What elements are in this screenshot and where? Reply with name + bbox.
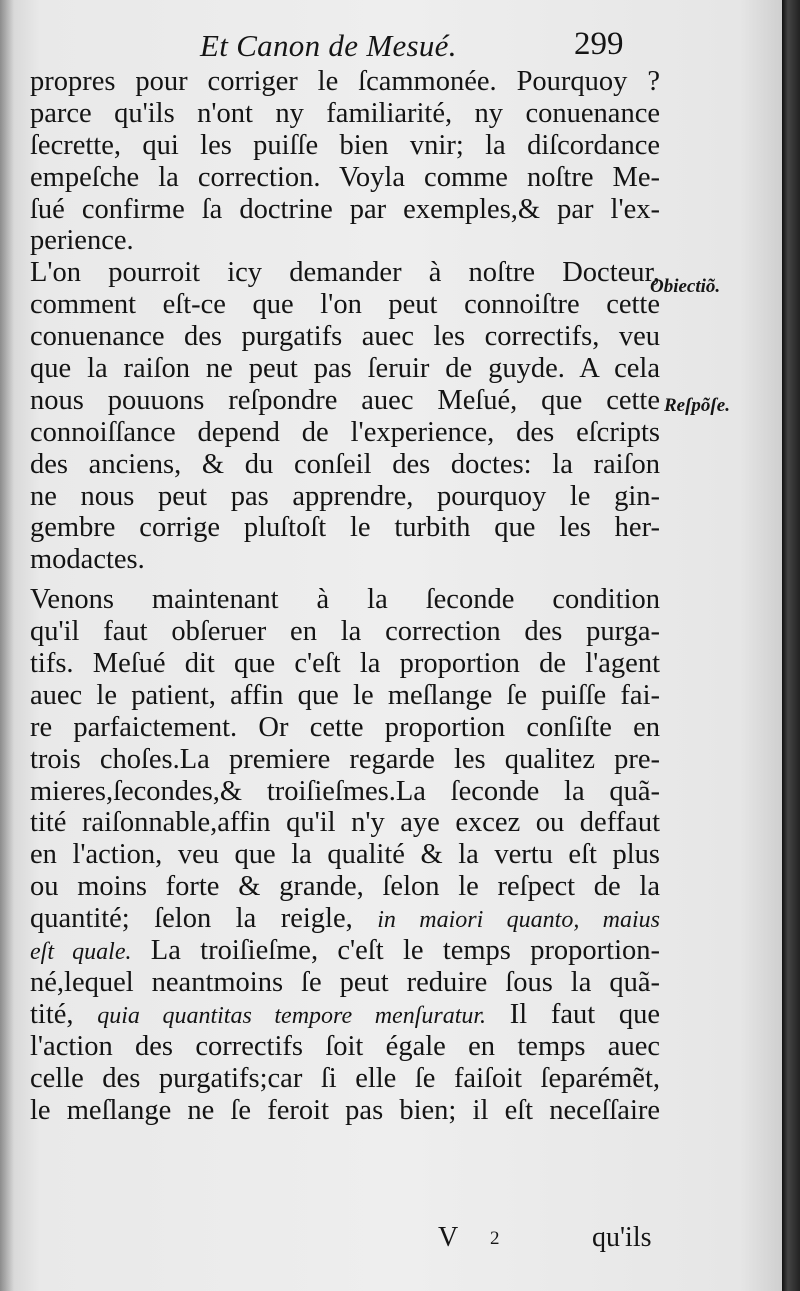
text-line <box>30 999 660 1031</box>
line-text: tité raiſonnable,affin qu'il n'y aye excez ou deffaut <box>30 807 660 839</box>
line-text: né,lequel neantmoins ſe peut reduire ſous la quã- <box>30 966 660 998</box>
line-text: en l'action, veu que la qualité & la vertu eſt plus <box>30 839 660 871</box>
text-line <box>30 449 660 481</box>
line-text: propres pour corriger le ſcammonée. Pourquoy ? <box>30 66 660 97</box>
line-text: tifs. Meſué dit que c'eſt la proportion de l'agent <box>30 648 660 680</box>
line-text: mieres,ſecondes,& troiſieſmes.La ſeconde la quã- <box>30 775 660 807</box>
line-text: Venons maintenant à la ſeconde condition <box>30 584 660 616</box>
text-line <box>30 225 660 257</box>
latin-phrase: quia quantitas tempore menſuratur. <box>97 1002 487 1029</box>
text-line <box>30 544 660 576</box>
text-line <box>30 616 660 648</box>
text-line <box>30 903 660 935</box>
line-text: que la raiſon ne peut pas ſeruir de guyde. A cela <box>30 353 660 385</box>
line-text-after: La troiſieſme, c'eſt le temps proportion- <box>150 935 660 967</box>
marginal-note-response: Reſpõſe. <box>664 395 730 416</box>
line-text: nous pouuons reſpondre auec Meſué, que cette <box>30 384 660 416</box>
text-line <box>30 744 660 776</box>
line-text: empeſche la correction. Voyla comme noſtre Me- <box>30 161 660 193</box>
page-footer <box>0 1222 782 1262</box>
text-line <box>30 162 660 194</box>
line-text: celle des purgatifs;car ſi elle ſe faiſoit ſeparémẽt, <box>30 1062 660 1094</box>
line-text: gembre corrige pluſtoſt le turbith que les her- <box>30 512 660 544</box>
text-line <box>30 776 660 808</box>
latin-phrase: in maiori quanto, maius <box>377 907 661 934</box>
text-line <box>30 967 660 999</box>
line-text: auec le patient, affin que le meſlange ſe puiſſe fai- <box>30 679 660 711</box>
signature-number: 2 <box>490 1228 500 1249</box>
body-text <box>30 66 660 1126</box>
line-text: re parfaictement. Or cette proportion conſiſte en <box>30 711 660 743</box>
line-text: des anciens, & du conſeil des doctes: la raiſon <box>30 448 660 480</box>
line-text: le meſlange ne ſe feroit pas bien; il eſt neceſſaire <box>30 1094 660 1126</box>
page-header <box>0 26 782 70</box>
line-text: conuenance des purgatifs auec les correctifs, veu <box>30 321 660 353</box>
line-text: ſecrette, qui les puiſſe bien vnir; la diſcordance <box>30 129 660 161</box>
text-line <box>30 66 660 98</box>
signature-mark: V <box>438 1222 459 1253</box>
line-text: comment eſt-ce que l'on peut connoiſtre cette <box>30 289 660 321</box>
text-line <box>30 807 660 839</box>
text-line <box>30 385 660 417</box>
text-line <box>30 712 660 744</box>
latin-phrase: eſt quale. <box>30 939 132 966</box>
text-line <box>30 839 660 871</box>
line-text: L'on pourroit icy demander à noſtre Docteur, <box>30 257 660 289</box>
text-line <box>30 98 660 130</box>
text-line <box>30 289 660 321</box>
page-number: 299 <box>574 26 624 62</box>
text-line <box>30 130 660 162</box>
text-line <box>30 512 660 544</box>
running-title: Et Canon de Mesué. <box>200 28 457 63</box>
line-text: qu'il faut obſeruer en la correction des purga- <box>30 616 660 648</box>
marginal-note-objection: Obiectiõ. <box>650 276 721 297</box>
text-line <box>30 417 660 449</box>
text-line <box>30 871 660 903</box>
text-line <box>30 584 660 616</box>
text-line <box>30 648 660 680</box>
text-line <box>30 353 660 385</box>
text-line <box>30 1095 660 1127</box>
page-edge-shadow <box>782 0 800 1291</box>
text-line <box>30 481 660 513</box>
line-text: parce qu'ils n'ont ny familiarité, ny conuenance <box>30 97 660 129</box>
line-text: ſué confirme ſa doctrine par exemples,& par l'ex- <box>30 193 660 225</box>
text-line <box>30 680 660 712</box>
line-text: l'action des correctifs ſoit égale en temps auec <box>30 1030 660 1062</box>
catchword: qu'ils <box>592 1222 652 1253</box>
line-text: trois choſes.La premiere regarde les qualitez pre- <box>30 743 660 775</box>
line-text-after: Il faut que <box>509 998 661 1030</box>
line-text: ne nous peut pas apprendre, pourquoy le gin- <box>30 480 660 512</box>
line-text: ou moins forte & grande, ſelon le reſpect de la <box>30 871 660 903</box>
line-text: perience. <box>30 225 134 257</box>
text-line <box>30 194 660 226</box>
text-line <box>30 1031 660 1063</box>
text-line <box>30 1063 660 1095</box>
line-text: tité, <box>30 998 74 1030</box>
line-text: connoiſſance depend de l'experience, des eſcripts <box>30 416 660 448</box>
line-text: modactes. <box>30 544 145 576</box>
text-line <box>30 257 660 289</box>
line-text: quantité; ſelon la reigle, <box>30 903 353 935</box>
text-line <box>30 321 660 353</box>
text-line <box>30 935 660 967</box>
